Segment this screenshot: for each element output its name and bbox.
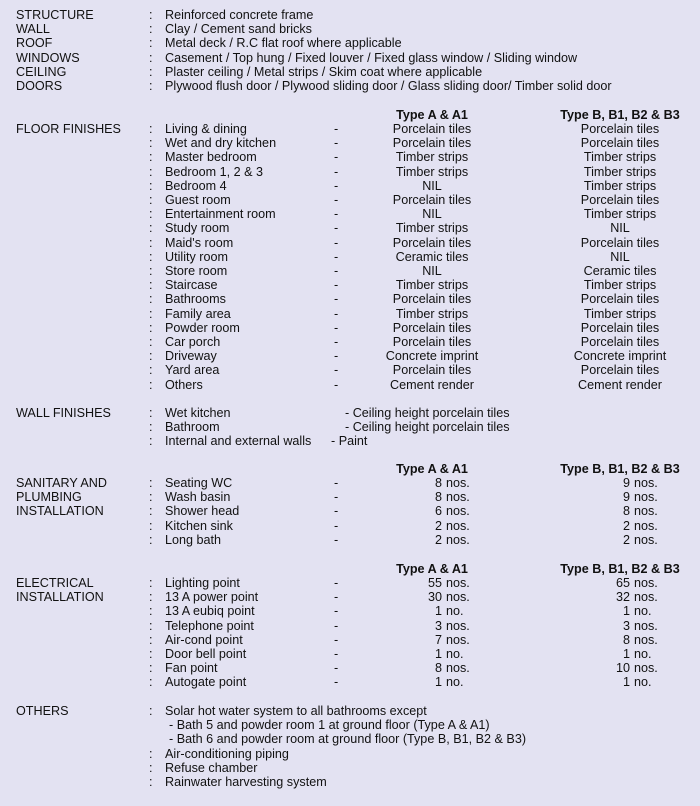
type-a-finish: Timber strips xyxy=(395,221,469,236)
quantity-value: 9 xyxy=(622,490,630,505)
room-name: Yard area xyxy=(165,363,220,378)
type-b-finish: Cement render xyxy=(578,377,662,392)
type-a-finish: Porcelain tiles xyxy=(392,363,472,378)
electrical-item: Telephone point xyxy=(165,618,254,633)
colon: : xyxy=(149,36,153,51)
quantity-unit: nos. xyxy=(446,590,470,605)
dash: - xyxy=(334,618,339,633)
quantity-unit: nos. xyxy=(634,590,658,605)
dash: - xyxy=(334,504,339,519)
dash: - xyxy=(334,249,339,264)
quantity-value: 8 xyxy=(622,632,630,647)
room-name: Master bedroom xyxy=(165,150,257,165)
room-name: Living & dining xyxy=(165,122,247,136)
dash: - xyxy=(334,518,339,533)
type-b-finish: Porcelain tiles xyxy=(580,122,660,136)
quantity-value: 2 xyxy=(434,532,442,547)
type-b-quantity xyxy=(614,590,658,604)
room-name: Staircase xyxy=(165,278,218,293)
quantity-value: 10 xyxy=(615,661,630,676)
room-name: Maid's room xyxy=(165,235,234,250)
type-b-quantity xyxy=(614,490,658,504)
dash: - xyxy=(334,306,339,321)
quantity-unit: nos. xyxy=(446,661,470,676)
type-b-finish: Porcelain tiles xyxy=(580,335,660,349)
dash: - xyxy=(334,320,339,335)
wall-area: Bathroom xyxy=(165,420,220,435)
colon: : xyxy=(149,760,153,775)
electrical-item: 13 A power point xyxy=(165,590,259,605)
dash: - xyxy=(334,647,339,661)
wall-finish: - Ceiling height porcelain tiles xyxy=(345,406,510,420)
colon: : xyxy=(149,122,153,136)
section-label: INSTALLATION xyxy=(16,504,104,519)
spec-label: STRUCTURE xyxy=(16,8,94,22)
room-name: Others xyxy=(165,377,203,392)
colon: : xyxy=(149,235,153,250)
type-a-quantity xyxy=(426,519,470,533)
type-a-quantity xyxy=(426,476,470,490)
others-item: Solar hot water system to all bathrooms except xyxy=(165,704,427,718)
section-label: SANITARY AND xyxy=(16,476,107,490)
colon: : xyxy=(149,306,153,321)
type-a-quantity xyxy=(426,619,470,633)
quantity-value: 1 xyxy=(622,647,630,661)
others-item: Rainwater harvesting system xyxy=(165,775,327,789)
quantity-value: 1 xyxy=(434,675,442,690)
quantity-value: 8 xyxy=(434,661,442,676)
quantity-value: 2 xyxy=(434,518,442,533)
type-a-finish: NIL xyxy=(422,207,442,222)
quantity-unit: nos. xyxy=(634,576,658,590)
colon: : xyxy=(149,50,153,65)
colon: : xyxy=(149,590,153,605)
electrical-item: 13 A eubiq point xyxy=(165,604,255,619)
colon: : xyxy=(149,406,153,420)
dash: - xyxy=(334,292,339,307)
quantity-unit: nos. xyxy=(634,476,658,490)
quantity-value: 8 xyxy=(434,476,442,490)
quantity-value: 1 xyxy=(434,647,442,661)
colon: : xyxy=(149,576,153,590)
quantity-unit: nos. xyxy=(634,632,658,647)
colon: : xyxy=(149,8,153,22)
wall-finish: - Ceiling height porcelain tiles xyxy=(345,420,510,435)
spec-label: WALL xyxy=(16,22,50,37)
type-a-finish: Concrete imprint xyxy=(385,349,479,364)
type-a-quantity xyxy=(426,533,470,547)
dash: - xyxy=(334,661,339,676)
sanitary-item: Wash basin xyxy=(165,490,231,505)
type-b-quantity xyxy=(614,619,658,633)
dash: - xyxy=(334,335,339,349)
others-sub-item: - Bath 5 and powder room 1 at ground floor (Type A & A1) xyxy=(169,718,490,733)
type-b-finish: Timber strips xyxy=(583,164,657,179)
colon: : xyxy=(149,264,153,278)
type-b-finish: Timber strips xyxy=(583,150,657,165)
dash: - xyxy=(334,590,339,605)
quantity-unit: nos. xyxy=(634,504,658,519)
room-name: Bedroom 4 xyxy=(165,178,227,193)
quantity-value: 1 xyxy=(434,604,442,619)
type-b-finish: Porcelain tiles xyxy=(580,136,660,151)
type-a-finish: Porcelain tiles xyxy=(392,235,472,250)
colon: : xyxy=(149,775,153,789)
dash: - xyxy=(334,164,339,179)
type-a-finish: Cement render xyxy=(390,377,474,392)
colon: : xyxy=(149,136,153,151)
quantity-value: 6 xyxy=(434,504,442,519)
type-a-header: Type A & A1 xyxy=(396,108,468,122)
spec-value: Plywood flush door / Plywood sliding door / Glass sliding door/ Timber solid door xyxy=(165,79,612,93)
spec-label: WINDOWS xyxy=(16,50,80,65)
quantity-unit: nos. xyxy=(446,618,470,633)
spec-value: Metal deck / R.C flat roof where applicable xyxy=(165,36,402,51)
type-a-quantity xyxy=(426,633,470,647)
type-b-finish: Timber strips xyxy=(583,207,657,222)
spec-value: Clay / Cement sand bricks xyxy=(165,22,312,37)
room-name: Powder room xyxy=(165,320,240,335)
dash: - xyxy=(334,136,339,151)
colon: : xyxy=(149,193,153,207)
dash: - xyxy=(334,221,339,236)
quantity-value: 2 xyxy=(622,532,630,547)
colon: : xyxy=(149,377,153,392)
room-name: Store room xyxy=(165,264,228,278)
type-a-quantity xyxy=(426,504,470,518)
type-b-finish: Porcelain tiles xyxy=(580,235,660,250)
colon: : xyxy=(149,79,153,93)
type-a-quantity xyxy=(426,675,464,689)
quantity-unit: nos. xyxy=(634,518,658,533)
type-a-finish: Porcelain tiles xyxy=(392,193,472,207)
colon: : xyxy=(149,221,153,236)
colon: : xyxy=(149,164,153,179)
colon: : xyxy=(149,618,153,633)
dash: - xyxy=(334,576,339,590)
colon: : xyxy=(149,178,153,193)
dash: - xyxy=(334,490,339,505)
quantity-unit: nos. xyxy=(634,490,658,505)
dash: - xyxy=(334,632,339,647)
section-label: PLUMBING xyxy=(16,490,82,505)
type-a-finish: Timber strips xyxy=(395,150,469,165)
type-b-quantity xyxy=(614,661,658,675)
electrical-item: Lighting point xyxy=(165,576,240,590)
room-name: Family area xyxy=(165,306,231,321)
room-name: Bathrooms xyxy=(165,292,226,307)
quantity-unit: nos. xyxy=(634,661,658,676)
colon: : xyxy=(149,150,153,165)
type-b-quantity xyxy=(614,576,658,590)
quantity-unit: nos. xyxy=(446,490,470,505)
type-a-finish: Ceramic tiles xyxy=(395,249,469,264)
type-b-finish: Timber strips xyxy=(583,306,657,321)
type-b-quantity xyxy=(614,519,658,533)
colon: : xyxy=(149,320,153,335)
colon: : xyxy=(149,604,153,619)
colon: : xyxy=(149,476,153,490)
spec-label: ROOF xyxy=(16,36,53,51)
type-a-finish: Porcelain tiles xyxy=(392,335,472,349)
quantity-unit: nos. xyxy=(634,618,658,633)
type-a-finish: Porcelain tiles xyxy=(392,136,472,151)
colon: : xyxy=(149,632,153,647)
electrical-item: Door bell point xyxy=(165,647,247,661)
quantity-value: 32 xyxy=(615,590,630,605)
type-a-finish: Porcelain tiles xyxy=(392,320,472,335)
type-b-header: Type B, B1, B2 & B3 xyxy=(560,562,680,576)
quantity-unit: nos. xyxy=(446,504,470,519)
type-b-quantity xyxy=(614,633,658,647)
type-a-quantity xyxy=(426,604,464,618)
dash: - xyxy=(334,532,339,547)
quantity-value: 7 xyxy=(434,632,442,647)
type-b-finish: Timber strips xyxy=(583,278,657,293)
room-name: Entertainment room xyxy=(165,207,276,222)
quantity-value: 30 xyxy=(427,590,442,605)
type-b-finish: Porcelain tiles xyxy=(580,363,660,378)
type-b-finish: Timber strips xyxy=(583,178,657,193)
dash: - xyxy=(334,178,339,193)
others-item: Air-conditioning piping xyxy=(165,746,289,761)
room-name: Study room xyxy=(165,221,230,236)
quantity-value: 1 xyxy=(622,604,630,619)
type-a-finish: Timber strips xyxy=(395,306,469,321)
room-name: Wet and dry kitchen xyxy=(165,136,277,151)
quantity-unit: nos. xyxy=(446,518,470,533)
type-a-finish: Porcelain tiles xyxy=(392,292,472,307)
colon: : xyxy=(149,675,153,690)
colon: : xyxy=(149,704,153,718)
quantity-unit: no. xyxy=(634,647,652,661)
section-label: WALL FINISHES xyxy=(16,406,111,420)
type-b-finish: NIL xyxy=(610,249,630,264)
quantity-unit: nos. xyxy=(634,532,658,547)
colon: : xyxy=(149,420,153,435)
type-a-finish: Timber strips xyxy=(395,164,469,179)
type-a-header: Type A & A1 xyxy=(396,562,468,576)
colon: : xyxy=(149,504,153,519)
electrical-item: Fan point xyxy=(165,661,218,676)
quantity-unit: no. xyxy=(446,675,464,690)
colon: : xyxy=(149,278,153,293)
section-label: FLOOR FINISHES xyxy=(16,122,121,136)
dash: - xyxy=(334,363,339,378)
quantity-value: 2 xyxy=(622,518,630,533)
colon: : xyxy=(149,363,153,378)
quantity-unit: no. xyxy=(446,604,464,619)
type-b-finish: NIL xyxy=(610,221,630,236)
spec-value: Casement / Top hung / Fixed louver / Fixed glass window / Sliding window xyxy=(165,50,578,65)
dash: - xyxy=(334,122,339,136)
type-a-header: Type A & A1 xyxy=(396,462,468,476)
colon: : xyxy=(149,661,153,676)
electrical-item: Air-cond point xyxy=(165,632,243,647)
room-name: Bedroom 1, 2 & 3 xyxy=(165,164,264,179)
colon: : xyxy=(149,349,153,364)
colon: : xyxy=(149,64,153,79)
type-b-finish: Concrete imprint xyxy=(573,349,667,364)
quantity-value: 9 xyxy=(622,476,630,490)
type-b-quantity xyxy=(614,675,652,689)
dash: - xyxy=(334,604,339,619)
dash: - xyxy=(334,207,339,222)
spec-label: CEILING xyxy=(16,64,67,79)
type-b-header: Type B, B1, B2 & B3 xyxy=(560,108,680,122)
colon: : xyxy=(149,22,153,37)
spec-label: DOORS xyxy=(16,79,63,93)
spec-value: Reinforced concrete frame xyxy=(165,8,314,22)
sanitary-item: Kitchen sink xyxy=(165,518,233,533)
dash: - xyxy=(334,264,339,278)
quantity-value: 65 xyxy=(615,576,630,590)
type-b-finish: Porcelain tiles xyxy=(580,320,660,335)
quantity-unit: nos. xyxy=(446,532,470,547)
colon: : xyxy=(149,490,153,505)
quantity-value: 3 xyxy=(622,618,630,633)
dash: - xyxy=(334,193,339,207)
colon: : xyxy=(149,249,153,264)
dash: - xyxy=(334,675,339,690)
room-name: Car porch xyxy=(165,335,221,349)
type-a-finish: NIL xyxy=(422,264,442,278)
type-b-quantity xyxy=(614,647,652,661)
dash: - xyxy=(334,278,339,293)
colon: : xyxy=(149,292,153,307)
type-b-finish: Porcelain tiles xyxy=(580,193,660,207)
type-b-quantity xyxy=(614,604,652,618)
quantity-unit: nos. xyxy=(446,632,470,647)
type-a-quantity xyxy=(426,490,470,504)
type-a-quantity xyxy=(426,590,470,604)
quantity-unit: nos. xyxy=(446,476,470,490)
colon: : xyxy=(149,647,153,661)
wall-area: Internal and external walls xyxy=(165,434,312,449)
wall-finish: - Paint xyxy=(331,434,368,449)
type-b-header: Type B, B1, B2 & B3 xyxy=(560,462,680,476)
quantity-value: 8 xyxy=(622,504,630,519)
type-a-quantity xyxy=(426,647,464,661)
colon: : xyxy=(149,207,153,222)
colon: : xyxy=(149,746,153,761)
dash: - xyxy=(334,235,339,250)
room-name: Utility room xyxy=(165,249,228,264)
sanitary-item: Long bath xyxy=(165,532,222,547)
quantity-value: 1 xyxy=(622,675,630,690)
type-a-finish: NIL xyxy=(422,178,442,193)
type-b-quantity xyxy=(614,533,658,547)
quantity-value: 3 xyxy=(434,618,442,633)
type-b-finish: Ceramic tiles xyxy=(583,264,657,278)
sanitary-item: Seating WC xyxy=(165,476,233,490)
section-label: INSTALLATION xyxy=(16,590,104,605)
others-sub-item: - Bath 6 and powder room at ground floor (Type B, B1, B2 & B3) xyxy=(169,732,527,747)
dash: - xyxy=(334,377,339,392)
wall-area: Wet kitchen xyxy=(165,406,231,420)
dash: - xyxy=(334,349,339,364)
room-name: Guest room xyxy=(165,193,231,207)
colon: : xyxy=(149,532,153,547)
others-item: Refuse chamber xyxy=(165,760,258,775)
quantity-value: 55 xyxy=(427,576,442,590)
type-a-quantity xyxy=(426,661,470,675)
type-b-quantity xyxy=(614,476,658,490)
quantity-unit: nos. xyxy=(446,576,470,590)
colon: : xyxy=(149,518,153,533)
dash: - xyxy=(334,150,339,165)
type-b-finish: Porcelain tiles xyxy=(580,292,660,307)
quantity-unit: no. xyxy=(446,647,464,661)
quantity-unit: no. xyxy=(634,675,652,690)
type-a-finish: Timber strips xyxy=(395,278,469,293)
colon: : xyxy=(149,434,153,449)
colon: : xyxy=(149,335,153,349)
type-a-quantity xyxy=(426,576,470,590)
sanitary-item: Shower head xyxy=(165,504,240,519)
dash: - xyxy=(334,476,339,490)
section-label: OTHERS xyxy=(16,704,69,718)
type-b-quantity xyxy=(614,504,658,518)
quantity-value: 8 xyxy=(434,490,442,505)
electrical-item: Autogate point xyxy=(165,675,247,690)
spec-value: Plaster ceiling / Metal strips / Skim coat where applicable xyxy=(165,64,483,79)
quantity-unit: no. xyxy=(634,604,652,619)
type-a-finish: Porcelain tiles xyxy=(392,122,472,136)
section-label: ELECTRICAL xyxy=(16,576,94,590)
room-name: Driveway xyxy=(165,349,217,364)
